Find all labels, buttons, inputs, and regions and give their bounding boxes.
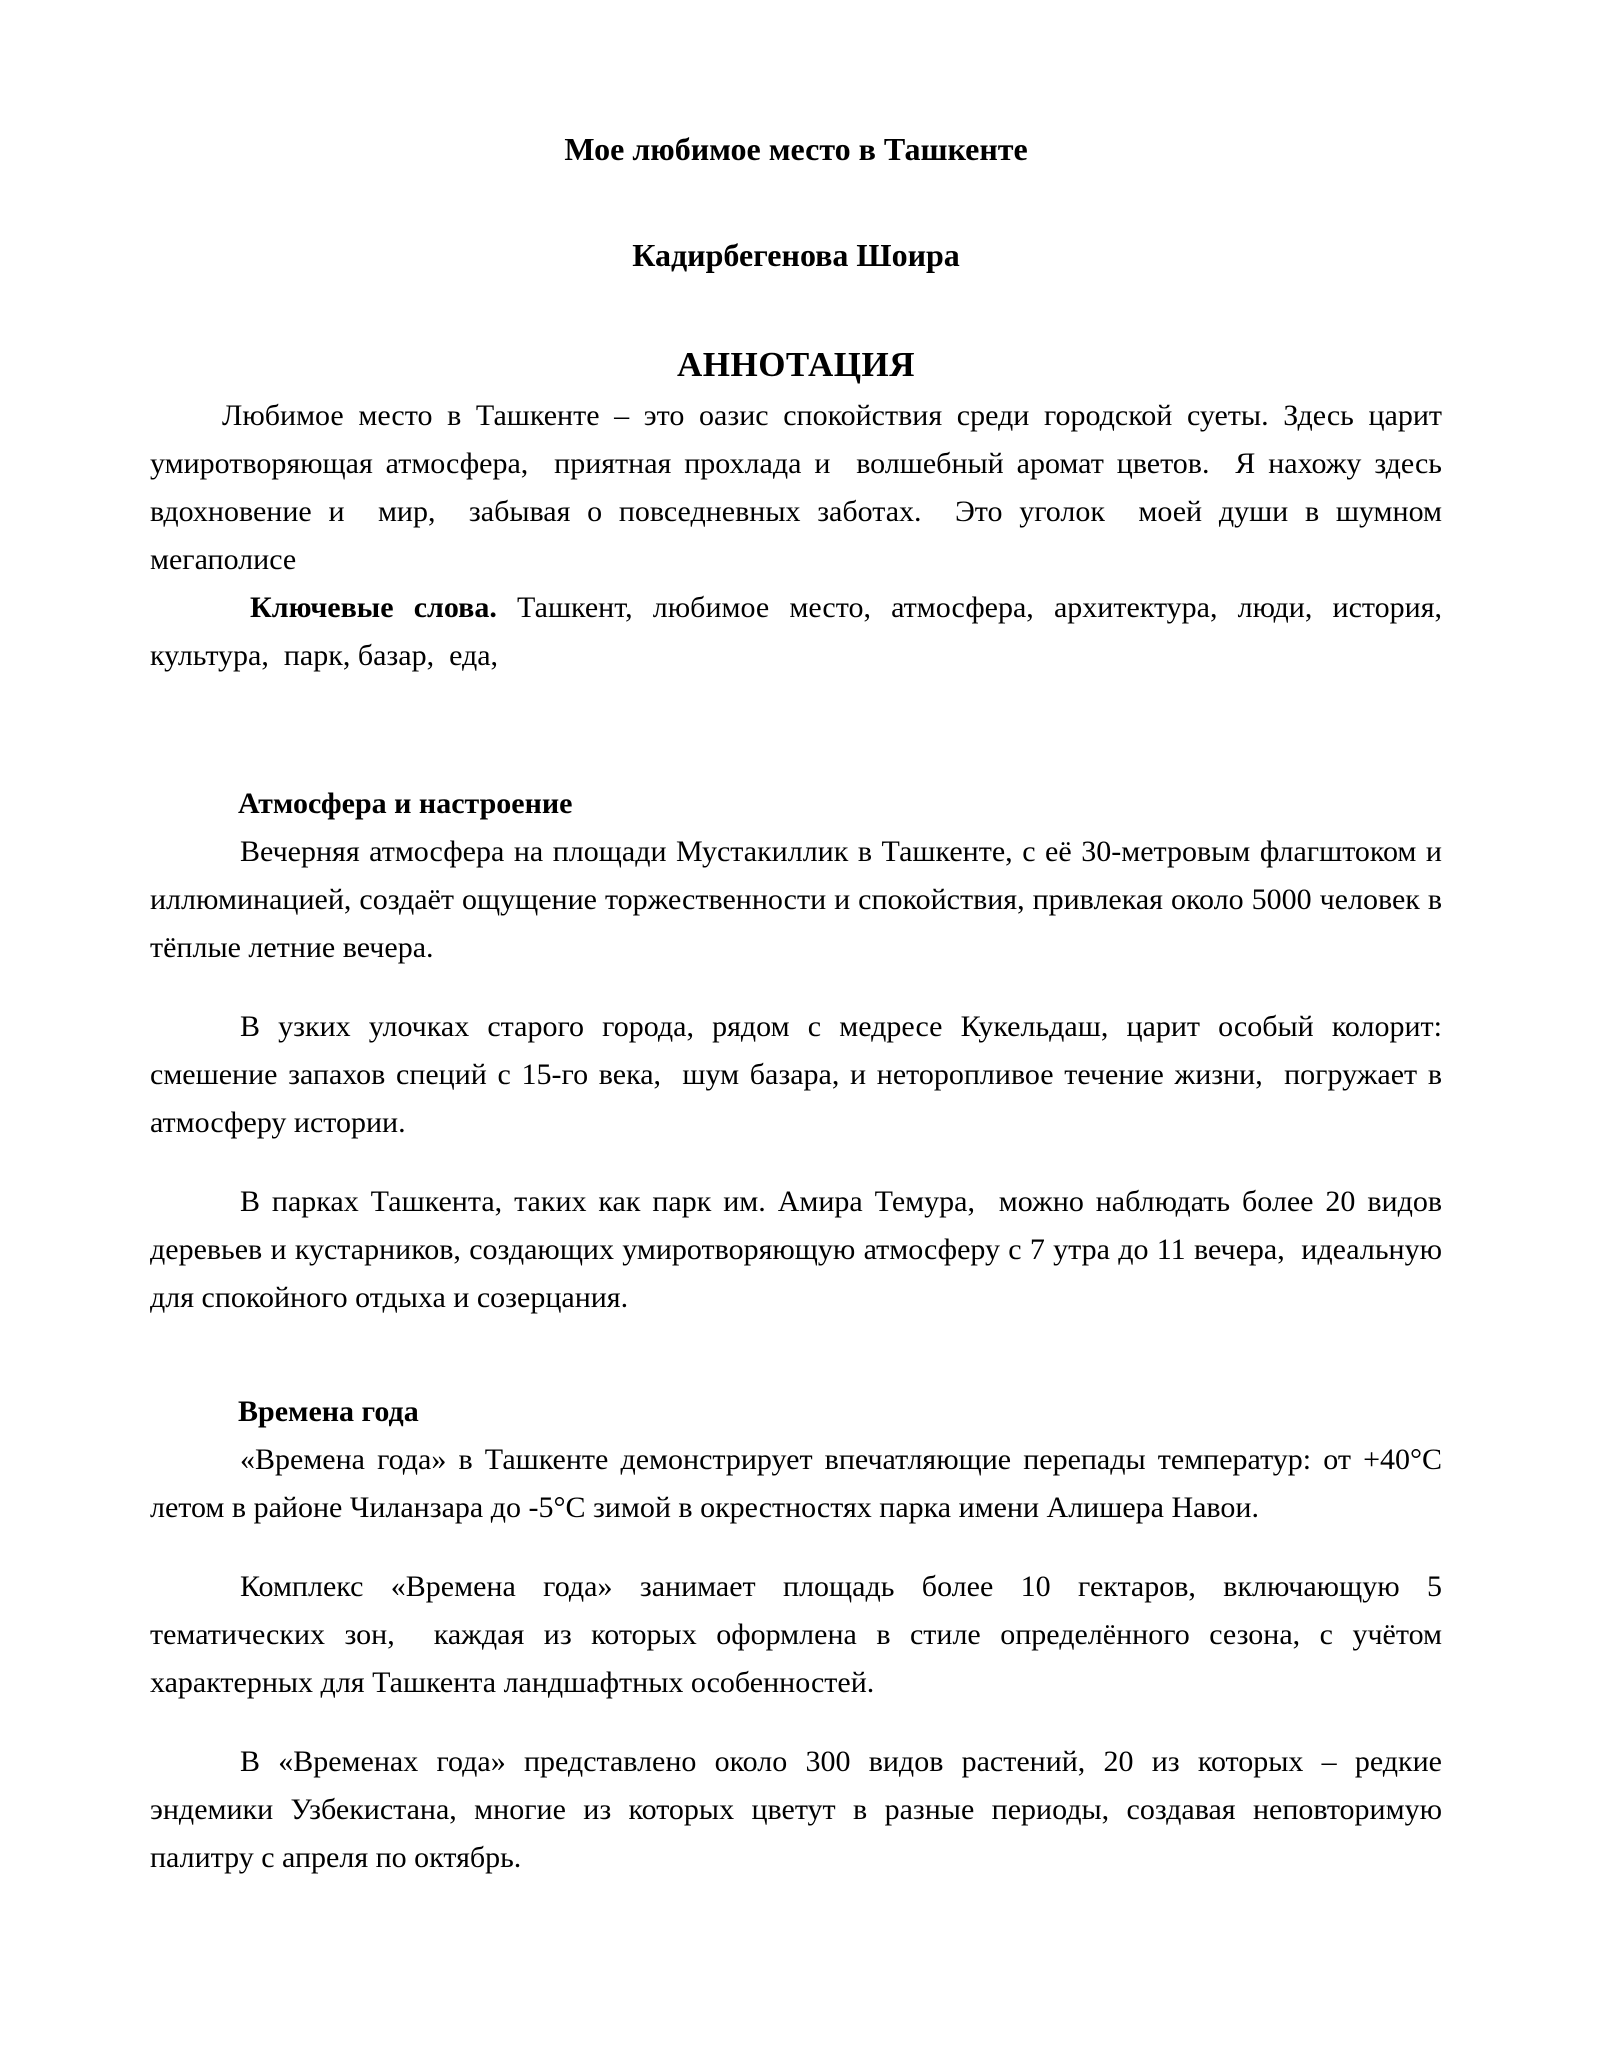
paragraph: В «Временах года» представлено около 300 видов растений, 20 из которых – редкие эндемики Узбекистана, многие из которых цветут в разные периоды, создавая неповторимую палитру с апреля по октябрь. (150, 1745, 1450, 1874)
paragraph: Комплекс «Времена года» занимает площадь более 10 гектаров, включающую 5 тематических зон, каждая из которых оформлена в стиле определённого сезона, с учётом характерных для Ташкента ландшафтных особенностей. (150, 1570, 1450, 1699)
paragraph: Вечерняя атмосфера на площади Мустакиллик в Ташкенте, с её 30-метровым флагштоком и иллюминацией, создаёт ощущение торжественности и спокойствия, привлекая около 5000 человек в тёплые летние вечера. (150, 835, 1450, 964)
keywords-label: Ключевые слова. (250, 591, 497, 624)
document-author: Кадирбегенова Шоира (632, 237, 960, 273)
section-heading-seasons: Времена года (238, 1395, 419, 1428)
paragraph: В узких улочках старого города, рядом с медресе Кукельдаш, царит особый колорит: смешение запахов специй с 15-го века, шум базара, и неторопливое течение жизни, погружает в атмосферу истории. (150, 1010, 1457, 1139)
keywords-text: Ташкент, любимое место, атмосфера, архитектура, люди, история, культура, парк, базар, еда, (150, 591, 1457, 672)
section-heading-atmosphere: Атмосфера и настроение (238, 787, 573, 820)
document-title: Мое любимое место в Ташкенте (564, 131, 1028, 167)
paragraph: В парках Ташкента, таких как парк им. Амира Темура, можно наблюдать более 20 видов деревьев и кустарников, создающих умиротворяющую атмосферу с 7 утра до 11 вечера, идеальную для спокойного отдыха и созерцания. (150, 1185, 1450, 1314)
annotation-heading: АННОТАЦИЯ (676, 345, 916, 384)
paragraph: «Времена года» в Ташкенте демонстрирует впечатляющие перепады температур: от +40°С летом в районе Чиланзара до -5°С зимой в окрестностях парка имени Алишера Навои. (150, 1443, 1450, 1524)
annotation-paragraph: Любимое место в Ташкенте – это оазис спокойствия среди городской суеты. Здесь царит умиротворяющая атмосфера, приятная прохлада и волшебный аромат цветов. Я нахожу здесь вдохновение и мир, забывая о повседневных заботах. Это уголок моей души в шумном мегаполисе (150, 399, 1450, 576)
keywords-paragraph (150, 584, 1457, 680)
